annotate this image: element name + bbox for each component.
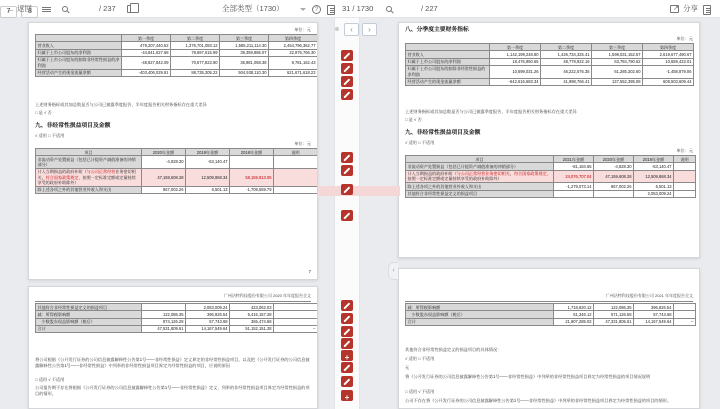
menu-icon[interactable] (42, 7, 51, 12)
table-cell: 2019年金额 (634, 156, 674, 163)
table-cell: 51,152,151.28 (230, 325, 274, 332)
table-cell: 18,476,950.65 (490, 58, 541, 65)
pencil-icon (344, 315, 351, 322)
table-cell: 36,981,058.38 (220, 56, 269, 69)
table-cell: 第四季度 (269, 35, 318, 42)
table-row (36, 186, 318, 193)
table-cell: 504,938,110.30 (220, 69, 269, 76)
table-row (406, 163, 696, 170)
table-cell: 21,907,285.02 (554, 318, 594, 325)
table-row (36, 168, 318, 186)
pencil-icon (344, 167, 351, 174)
diff-add-marker[interactable] (341, 390, 353, 401)
table-cell (674, 170, 696, 183)
paragraph: 无 (405, 365, 410, 370)
share-button[interactable]: 分享 (683, 4, 698, 13)
table-cell: 2019年金额 (186, 149, 230, 156)
pencil-icon (344, 328, 351, 335)
back-arrow-icon[interactable] (6, 0, 16, 19)
table-cell: 365,474.68 (230, 318, 274, 325)
table-cell: 122,086.35 (594, 304, 634, 311)
chevron-down-icon (300, 8, 306, 11)
left-nonrecurring-table (35, 148, 318, 194)
pencil-icon (344, 340, 351, 347)
table-cell: 项目 (406, 156, 554, 163)
table-cell: 2,053,009.24 (186, 304, 230, 311)
left-page-total: / 237 (99, 4, 116, 13)
table-cell (274, 168, 318, 186)
table-row (406, 311, 696, 318)
table-cell: 1,585,211,114.30 (220, 42, 269, 49)
table-row (406, 183, 696, 190)
table-cell: 867,002.26 (594, 183, 634, 190)
paragraph: 公司不存在将《公开发行证券的公司信息披露解释性公告第1号——非经常性损益》中列举的非经常性损益项目界定为经常性损益的项目的情形。 (405, 398, 672, 403)
paragraph: 公司报告期不存在将根据《公开发行证券的公司信息披露解释性公告第1号——非经常性损益》定义、列举的非经常性损益项目界定为经常性损益的项目的情形。 (35, 385, 310, 397)
table-cell: 46,222,576.35 (541, 65, 592, 78)
page-number: 7 (308, 269, 311, 274)
table-cell: 减：所得税影响额 (36, 311, 142, 318)
table-cell: 说明 (674, 156, 696, 163)
right-quarterly-table (405, 43, 694, 86)
pencil-icon (344, 186, 351, 193)
table-row (406, 304, 696, 311)
table-cell: 137,552,395.08 (592, 78, 643, 85)
table-row (36, 304, 318, 311)
table-row (406, 170, 696, 183)
table-cell: 10,699,031.26 (490, 65, 541, 78)
table-cell: -- (274, 325, 318, 332)
table-cell: 57,743.68 (634, 311, 674, 318)
table-cell: 24,076,707.04 (554, 170, 594, 183)
diff-edit-marker[interactable] (341, 89, 353, 100)
unit-label: 单位：元 (294, 141, 311, 146)
table-cell: 2,454,796,362.77 (269, 42, 318, 49)
table-cell: 51,346.12 (554, 311, 594, 318)
table-cell (674, 190, 696, 197)
table-cell: 非流动资产处置损益（包括已计提资产减值准备的冲销部分） (406, 163, 554, 170)
table-row (36, 42, 318, 49)
unit-label: 单位：元 (294, 27, 311, 32)
table-cell: 2,053,009.24 (634, 190, 674, 197)
diff-connector-band (318, 186, 400, 196)
table-cell: 47,159,608.28 (142, 168, 186, 186)
pencil-icon (344, 212, 351, 219)
table-row (36, 325, 318, 332)
table-cell: 其他符合非经常性损益定义的损益项目 (406, 190, 554, 197)
left-summary-table (35, 303, 318, 333)
right-doc-page-2 (398, 268, 700, 409)
table-cell: 少数股东权益影响额（税后） (36, 318, 142, 325)
table-cell: 1,426,734,325.41 (541, 51, 592, 58)
table-cell: 12,509,868.34 (186, 168, 230, 186)
back-button[interactable]: 返回 (17, 4, 32, 13)
table-cell: -403,406,029.91 (122, 69, 171, 76)
table-cell: 少数股东权益影响额（税后） (406, 311, 554, 318)
table-cell: -81,184.65 (554, 163, 594, 170)
table-cell (594, 190, 634, 197)
table-cell: 第三季度 (592, 44, 643, 51)
left-doc-page-1 (28, 22, 318, 280)
left-doc-page-2 (28, 286, 318, 409)
diff-edit-marker[interactable] (341, 313, 353, 324)
table-cell: 63,784,790.62 (592, 58, 643, 65)
table-row (406, 58, 694, 65)
diff-edit-marker[interactable] (341, 362, 353, 373)
table-cell: -4,828.30 (594, 163, 634, 170)
table-row (406, 78, 694, 85)
gutter-handle-dot (335, 27, 339, 31)
diff-counter: 31 / 1730 (342, 4, 374, 13)
table-cell: 39,359,886.07 (220, 49, 269, 56)
applicable-checkboxes: □ 适用 √ 不适用 (405, 389, 435, 394)
table-cell: 1,142,199,248.80 (490, 51, 541, 58)
help-icon[interactable] (312, 5, 321, 14)
right-summary-table (405, 303, 696, 326)
paragraph: 将《公开发行证券的公司信息披露解释性公告第1号——非经常性损益》中列举的非经常性损益项目界定为经常性损益的项目情况说明 (405, 374, 651, 379)
table-cell: 减：所得税影响额 (406, 304, 554, 311)
table-cell: 1,598,031,152.57 (592, 51, 643, 58)
table-row (406, 51, 694, 58)
table-cell: -53,140.47 (634, 163, 674, 170)
table-row (36, 56, 318, 69)
diff-edit-marker[interactable] (341, 165, 353, 176)
next-diff-button[interactable] (362, 23, 377, 36)
table-cell: 第二季度 (171, 35, 220, 42)
pencil-icon (344, 364, 351, 371)
table-cell: 122,086.35 (142, 311, 186, 318)
table-cell (406, 44, 490, 51)
table-cell (274, 311, 318, 318)
table-cell: 归属于上市公司股东的净利润 (406, 58, 490, 65)
table-cell: 营业收入 (406, 51, 490, 58)
report-header: 广州洁特科技股份有限公司 2021 年年度报告全文 (405, 293, 693, 302)
table-cell: 其他符合非经常性损益定义的损益项目 (36, 304, 142, 311)
table-cell (674, 163, 696, 170)
table-cell: -4,828.30 (142, 156, 186, 169)
prev-diff-button[interactable] (344, 23, 359, 36)
table-row (36, 156, 318, 169)
table-cell: 9,781,162.43 (269, 56, 318, 69)
table-cell (274, 156, 318, 169)
table-cell: -1,709,559.79 (230, 186, 274, 193)
table-header-row (406, 44, 694, 51)
diff-edit-marker[interactable] (341, 338, 353, 349)
table-cell: 经营活动产生的现金流量净额 (36, 69, 122, 76)
pencil-icon (344, 52, 351, 59)
table-cell: 2020年金额 (142, 149, 186, 156)
table-cell: 22,876,766.30 (269, 49, 318, 56)
table-cell: 10,559,423.01 (643, 58, 694, 65)
table-cell: -- (674, 318, 696, 325)
table-cell: 41,998,766.41 (541, 78, 592, 85)
table-cell: -1,458,879.06 (643, 65, 694, 78)
table-cell: 2,619,677,490.67 (643, 51, 694, 58)
table-cell (674, 183, 696, 190)
share-icon[interactable] (670, 5, 679, 13)
table-cell: 423,062.03 (230, 304, 274, 311)
table-cell: 1,376,701,083.12 (171, 42, 220, 49)
section-9-title: 九、非经常性损益项目及金额 (35, 123, 111, 129)
paragraph: 将公司根据《公开发行证券的公司信息披露解释性公告第1号——非经常性损益》定义界定的非经常性损益项目，以及把《公开发行证券的公司信息披露解释性公告第1号——非经常性损益》中列举的非经常性损益项目界定为经常性损益的项目，应说明原因 (35, 357, 310, 369)
table-cell: 14,167,549.64 (186, 325, 230, 332)
diff-edit-marker[interactable] (341, 300, 353, 311)
table-cell: 第二季度 (541, 44, 592, 51)
applicable-checkboxes: √ 适用 □ 不适用 (35, 133, 65, 138)
table-cell: -44,841,627.68 (122, 49, 171, 56)
table-cell: 14,167,549.64 (634, 318, 674, 325)
pencil-icon (344, 154, 351, 161)
table-cell (36, 35, 122, 42)
table-cell: 571,126.58 (594, 311, 634, 318)
diff-edit-marker[interactable] (341, 50, 353, 61)
pencil-icon (344, 378, 351, 385)
table-cell: 归属于上市公司股东的扣除非经常性损益的净利润 (406, 65, 490, 78)
table-cell: 6,501.13 (186, 186, 230, 193)
pencil-icon (344, 302, 351, 309)
note-text: 上述财务指标或其加总数是否与公司已披露季度报告、半年度报告相关财务指标存在重大差异 (405, 109, 577, 114)
table-cell: 12,509,868.34 (634, 170, 674, 183)
table-row (406, 65, 694, 78)
yes-no-checkboxes: □ 是 √ 否 (35, 110, 52, 115)
compare-pages-icon[interactable] (127, 5, 134, 13)
table-cell: 5,415,157.28 (230, 311, 274, 318)
diff-edit-marker[interactable] (341, 63, 353, 74)
table-cell: 合计 (406, 318, 554, 325)
diff-edit-marker[interactable] (341, 76, 353, 87)
unit-label: 单位：元 (676, 148, 693, 153)
table-cell: 608,503,609.44 (643, 78, 694, 85)
table-row (406, 190, 696, 197)
table-cell: 2018年金额 (230, 149, 274, 156)
table-cell: 归属于上市公司股东的净利润 (36, 49, 122, 56)
table-cell: 396,826.54 (186, 311, 230, 318)
table-cell (274, 304, 318, 311)
table-row (36, 311, 318, 318)
table-cell: 47,531,809.61 (142, 325, 186, 332)
table-cell: -53,140.47 (186, 156, 230, 169)
export-doc-icon[interactable] (703, 5, 711, 15)
table-cell: 第三季度 (220, 35, 269, 42)
applicable-checkboxes: √ 适用 □ 不适用 (405, 140, 435, 145)
table-cell: 58,159,913.05 (230, 168, 274, 186)
table-cell (674, 311, 696, 318)
document-list-icon[interactable] (327, 5, 335, 15)
yes-no-checkboxes: □ 是 √ 否 (405, 117, 422, 122)
diff-edit-marker[interactable] (341, 210, 353, 221)
table-cell: 874,126.28 (142, 318, 186, 325)
table-cell: 47,159,608.28 (594, 170, 634, 183)
table-cell: 867,002.26 (142, 186, 186, 193)
table-cell (274, 318, 318, 325)
table-header-row (36, 35, 318, 42)
search-icon-right[interactable] (386, 6, 392, 12)
table-cell: 78,697,615.99 (171, 49, 220, 56)
table-cell: -1,279,073.14 (554, 183, 594, 190)
table-cell: 第一季度 (490, 44, 541, 51)
table-cell: 合计 (36, 325, 142, 332)
table-cell (142, 304, 186, 311)
left-quarterly-table (35, 34, 318, 77)
diff-edit-marker[interactable] (341, 184, 353, 195)
table-cell: 2020年金额 (594, 156, 634, 163)
table-cell: 计入当期损益的政府补助（与公司正常经营业务密切相关，符合国家政策规定、按照一定标准定额或定量持续享受的政府补助除外） (36, 168, 142, 186)
applicable-checkboxes: √ 适用 □ 不适用 (405, 356, 435, 361)
table-row (36, 49, 318, 56)
diff-edit-marker[interactable] (341, 326, 353, 337)
table-cell: 57,743.68 (186, 318, 230, 325)
table-cell (554, 190, 594, 197)
table-header-row (36, 149, 318, 156)
diff-type-filter[interactable]: 全部类型（1730） (222, 4, 284, 13)
table-cell: 88,735,305.22 (171, 69, 220, 76)
table-row (406, 318, 696, 325)
table-cell: 2021年金额 (554, 156, 594, 163)
table-cell: 第四季度 (643, 44, 694, 51)
diff-edit-marker[interactable] (341, 376, 353, 387)
table-cell: 归属于上市公司股东的扣除非经常性损益的净利润 (36, 56, 122, 69)
report-header: 广州洁特科技股份有限公司 2020 年年度报告全文 (35, 293, 311, 302)
table-cell: 除上述各项之外的其他营业外收入和支出 (406, 183, 554, 190)
table-cell: 1,718,820.12 (554, 304, 594, 311)
table-cell: 除上述各项之外的其他营业外收入和支出 (36, 186, 142, 193)
table-cell: 61,285,302.60 (592, 65, 643, 78)
table-cell (274, 186, 318, 193)
table-cell: 6,501.13 (634, 183, 674, 190)
table-header-row (406, 156, 696, 163)
right-nonrecurring-table (405, 155, 696, 198)
table-cell: 621,671,618.23 (269, 69, 318, 76)
table-cell: -48,827,842.09 (122, 56, 171, 69)
table-row (36, 318, 318, 325)
diff-edit-marker[interactable] (341, 152, 353, 163)
table-cell: -642,616,683.34 (490, 78, 541, 85)
table-cell: 经营活动产生的现金流量净额 (406, 78, 490, 85)
unit-label: 单位：元 (676, 36, 693, 41)
table-cell: 第一季度 (122, 35, 171, 42)
table-cell: 项目 (36, 149, 142, 156)
table-cell: 说明 (274, 149, 318, 156)
table-row (36, 69, 318, 76)
pencil-icon (344, 65, 351, 72)
right-doc-page-1 (398, 22, 700, 258)
table-cell (674, 304, 696, 311)
pencil-icon (344, 78, 351, 85)
pencil-icon (344, 91, 351, 98)
collapse-panel-handle[interactable] (388, 262, 398, 280)
diff-add-marker[interactable] (341, 350, 353, 361)
applicable-checkboxes: □ 适用 √ 不适用 (35, 377, 65, 382)
table-cell: 计入当期损益的政府补助（与公司正常经营业务密切相关，符合国家政策规定、按照一定标准定额或定量持续享受的政府补助除外） (406, 170, 554, 183)
table-cell: 营业收入 (36, 42, 122, 49)
table-cell: 479,207,440.62 (122, 42, 171, 49)
section-9-title: 九、非经常性损益项目及金额 (405, 130, 481, 136)
table-cell (230, 156, 274, 169)
note-text: 上述财务指标或其加总数是否与公司已披露季度报告、半年度报告相关财务指标存在重大差异 (35, 102, 207, 107)
right-page-total: / 227 (421, 4, 438, 13)
top-toolbar (0, 0, 720, 18)
table-cell: 396,826.54 (634, 304, 674, 311)
section-8-title: 八、分季度主要财务指标 (405, 27, 469, 33)
table-cell: 70,577,823.90 (171, 56, 220, 69)
search-icon-left[interactable] (62, 6, 68, 12)
paragraph: 其他符合非经常性损益定义的损益项目的具体情况： (405, 347, 502, 352)
table-cell: 48,779,922.16 (541, 58, 592, 65)
table-cell: 47,331,805.61 (594, 318, 634, 325)
table-cell: 非流动资产处置损益（包括已计提资产减值准备的冲销部分） (36, 156, 142, 169)
